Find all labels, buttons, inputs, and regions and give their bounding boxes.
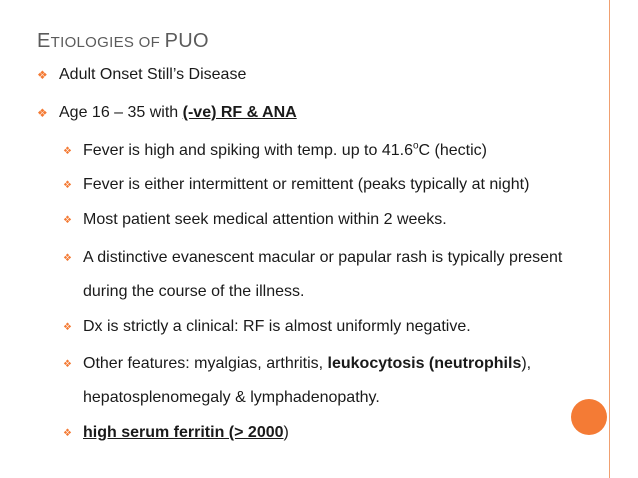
diamond-bullet-icon: ❖ xyxy=(37,106,48,120)
diamond-bullet-icon: ❖ xyxy=(63,180,72,191)
sub-bullet-item: ❖ A distinctive evanescent macular or papular rash is typically present during the course of the illness. xyxy=(63,249,563,300)
diamond-bullet-icon: ❖ xyxy=(63,322,72,333)
diamond-bullet-icon: ❖ xyxy=(63,253,72,264)
sub-bullet-item: ❖ Most patient seek medical attention within 2 weeks. xyxy=(63,211,447,228)
vertical-divider xyxy=(609,0,610,478)
sub-bullet-item: ❖ Other features: myalgias, arthritis, leukocytosis (neutrophils), hepatosplenomegaly & lymphadenopathy. xyxy=(63,355,532,406)
diamond-bullet-icon: ❖ xyxy=(63,215,72,226)
diamond-bullet-icon: ❖ xyxy=(63,428,72,439)
sub-bullet-item: ❖ Dx is strictly a clinical: RF is almost uniformly negative. xyxy=(63,318,471,335)
diamond-bullet-icon: ❖ xyxy=(63,359,72,370)
sub-bullet-item: ❖ high serum ferritin (> 2000) xyxy=(63,424,289,441)
bullet-item: ❖ Adult Onset Still’s Disease xyxy=(37,66,247,83)
diamond-bullet-icon: ❖ xyxy=(37,68,48,82)
diamond-bullet-icon: ❖ xyxy=(63,146,72,157)
sub-bullet-item: ❖ Fever is either intermittent or remittent (peaks typically at night) xyxy=(63,176,530,193)
slide-title: ETIOLOGIES OF PUO xyxy=(37,30,209,52)
bullet-item: ❖ Age 16 – 35 with (-ve) RF & ANA xyxy=(37,104,297,121)
sub-bullet-item: ❖ Fever is high and spiking with temp. up to 41.6$^o$C (hectic) xyxy=(63,140,487,159)
